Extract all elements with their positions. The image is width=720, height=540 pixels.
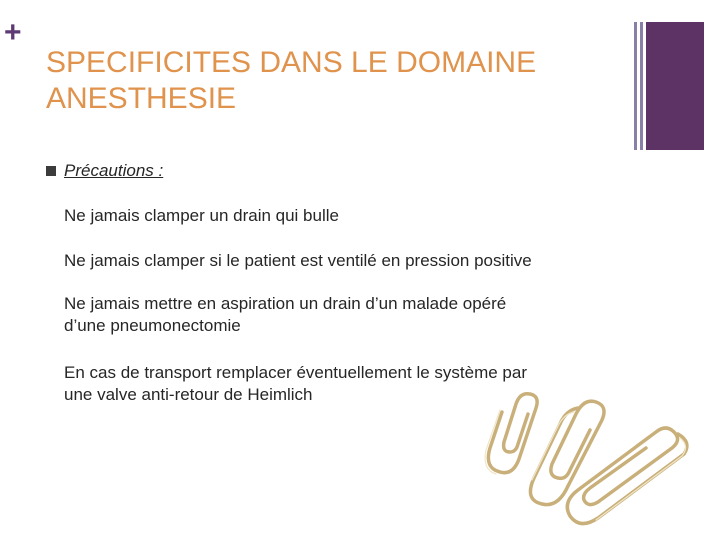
list-item (64, 293, 624, 337)
list-item (64, 205, 624, 227)
paperclip-icon (485, 394, 537, 474)
decorative-purple-block (646, 22, 704, 150)
bullet-square-icon (46, 166, 56, 176)
list-item (64, 250, 624, 272)
list-item-line: Ne jamais clamper un drain qui bulle (64, 206, 339, 225)
paperclip-icon (530, 401, 604, 504)
decorative-line (640, 22, 643, 150)
list-item-line: En cas de transport remplacer éventuellement le système par (64, 363, 528, 382)
paperclips-illustration (470, 390, 710, 540)
list-item-line: Ne jamais mettre en aspiration un drain d’un malade opéré (64, 294, 507, 313)
list-item-line: Ne jamais clamper si le patient est ventilé en pression positive (64, 251, 532, 270)
list-item-line: une valve anti-retour de Heimlich (64, 385, 313, 404)
decorative-line (634, 22, 637, 150)
plus-icon: + (4, 16, 22, 49)
list-item-line: d’une pneumonectomie (64, 316, 241, 335)
precautions-heading: Précautions : (64, 161, 164, 180)
slide-title (46, 45, 606, 117)
title-line-2: ANESTHESIE (46, 82, 237, 115)
title-line-1: SPECIFICITES DANS LE DOMAINE (46, 46, 537, 79)
